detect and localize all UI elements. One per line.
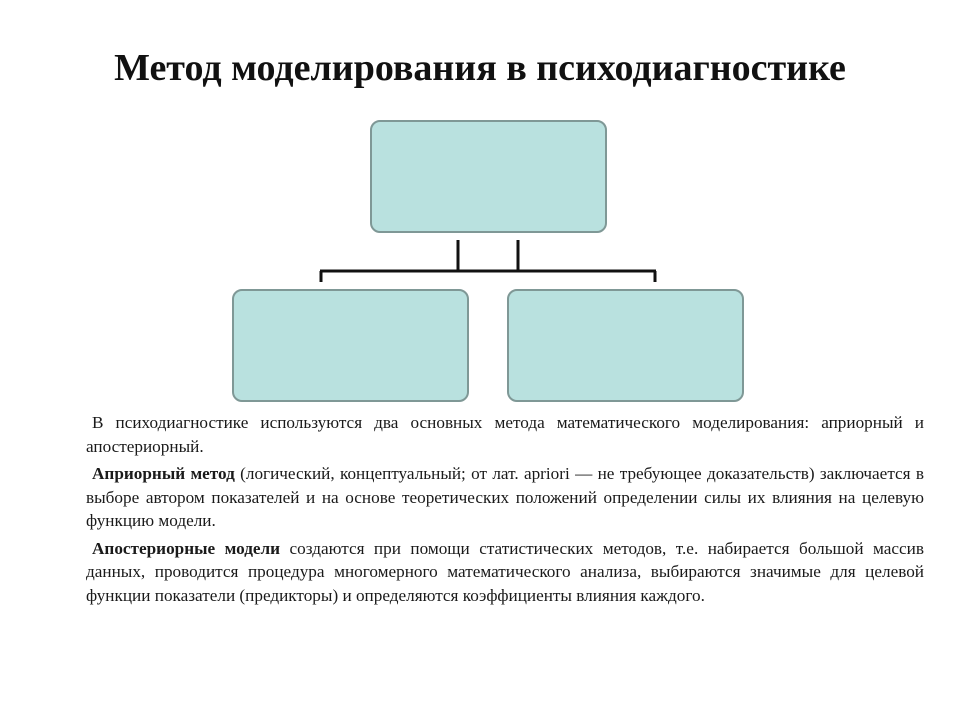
diagram-top-box — [370, 120, 607, 233]
body-text — [86, 411, 924, 611]
diagram-right-box — [507, 289, 744, 402]
page-title: Метод моделирования в психодиагностике — [114, 47, 846, 89]
paragraph-a-posteriori-term: Апостериорные модели — [92, 538, 281, 558]
diagram-left-box — [232, 289, 469, 402]
paragraph-a-priori-text: (логический, концептуальный; от лат. apriori — не требующее доказательств) заключается в выборе автором показателей и на основе теоретических положений определении силы их влияния на целевую функцию модели. — [86, 464, 925, 530]
paragraph-a-priori-term: Априорный метод — [92, 464, 235, 483]
paragraph-a-posteriori-text: создаются при помощи статистических методов, т.е. набирается большой массив данных, проводится процедура многомерного математического анализа, выбираются значимые для целевой функции показатели (предикторы) и определяются коэффициенты влияния каждого. — [86, 538, 924, 605]
paragraph-intro-text: В психодиагностике используются два основных метода математического моделирования: априорный и апостериорный. — [86, 413, 924, 456]
paragraph-a-priori — [86, 462, 924, 533]
paragraph-a-posteriori — [86, 537, 924, 608]
paragraph-intro — [86, 411, 924, 458]
